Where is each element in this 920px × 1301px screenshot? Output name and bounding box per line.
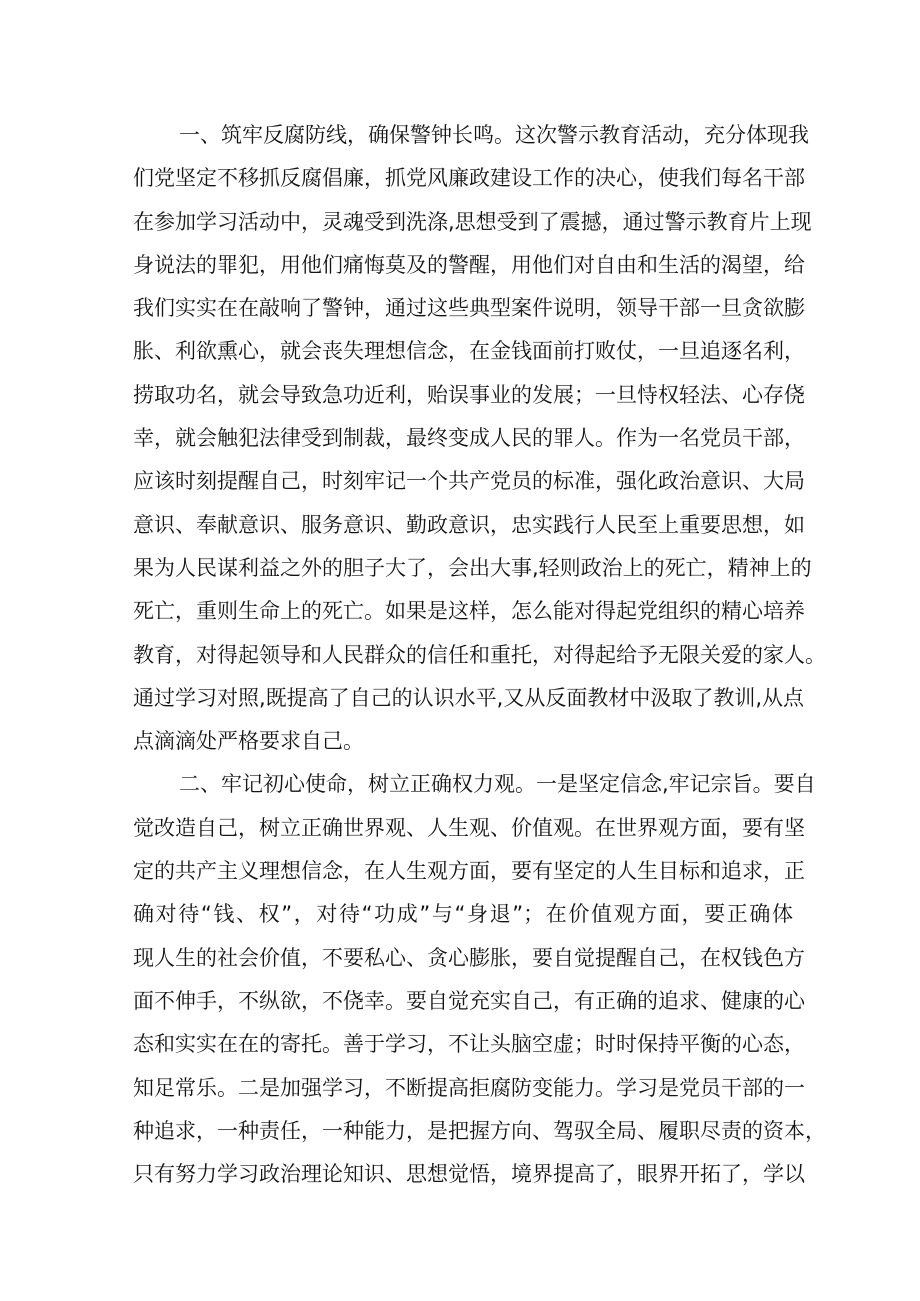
text-line: 觉改造自己，树立正确世界观、人生观、价值观。在世界观方面，要有坚	[133, 815, 805, 840]
text-line: 在参加学习活动中，灵魂受到洗涤,思想受到了震撼，通过警示教育片上现	[133, 209, 812, 234]
text-line: 只有努力学习政治理论知识、思想觉悟，境界提高了，眼界开拓了，学以	[133, 1162, 805, 1187]
text-line: 面不伸手，不纵欲，不侥幸。要自觉充实自己，有正确的追求、健康的心	[133, 988, 805, 1013]
text-line: 果为人民谋利益之外的胆子大了，会出大事,轻则政治上的死亡，精神上的	[133, 555, 812, 580]
paragraph-first-line: 一、筑牢反腐防线，确保警钟长鸣。这次警示教育活动，充分体现我	[179, 123, 809, 147]
text-line: 意识、奉献意识、服务意识、勤政意识，忠实践行人民至上重要思想，如	[133, 512, 805, 537]
text-line: 确对待“钱、权”，对待“功成”与“身退”；在价值观方面，要正确体	[133, 902, 793, 927]
text-line: 通过学习对照,既提高了自己的认识水平,又从反面教材中汲取了教训,从点	[133, 685, 805, 710]
text-line: 我们实实在在敲响了警钟，通过这些典型案件说明，领导干部一旦贪欲膨	[133, 296, 805, 321]
paragraph-first-line: 二、牢记初心使命，树立正确权力观。一是坚定信念,牢记宗旨。要自	[179, 772, 816, 797]
text-line: 身说法的罪犯，用他们痛悔莫及的警醒，用他们对自由和生活的渴望，给	[133, 252, 805, 277]
text-line: 知足常乐。二是加强学习，不断提高拒腐防变能力。学习是党员干部的一	[133, 1075, 805, 1100]
text-line: 态和实实在在的寄托。善于学习，不让头脑空虚；时时保持平衡的心态，	[133, 1032, 805, 1057]
text-line: 定的共产主义理想信念，在人生观方面，要有坚定的人生目标和追求，正	[133, 859, 805, 884]
text-line: 点滴滴处严格要求自己。	[133, 729, 364, 754]
text-line: 教育，对得起领导和人民群众的信任和重托，对得起给予无限关爱的家人。	[133, 642, 826, 667]
text-line: 种追求，一种责任，一种能力，是把握方向、驾驭全局、履职尽责的资本，	[133, 1118, 826, 1143]
text-line: 幸，就会触犯法律受到制裁，最终变成人民的罪人。作为一名党员干部，	[133, 426, 805, 451]
text-line: 现人生的社会价值，不要私心、贪心膨胀，要自觉提醒自己，在权钱色方	[133, 945, 805, 970]
text-line: 死亡，重则生命上的死亡。如果是这样，怎么能对得起党组织的精心培养	[133, 599, 805, 624]
text-line: 们党坚定不移抓反腐倡廉，抓党风廉政建设工作的决心，使我们每名干部	[133, 166, 805, 191]
text-line: 捞取功名，就会导致急功近利，贻误事业的发展；一旦恃权轻法、心存侥	[133, 382, 805, 407]
text-line: 应该时刻提醒自己，时刻牢记一个共产党员的标准，强化政治意识、大局	[133, 469, 805, 494]
text-line: 胀、利欲熏心，就会丧失理想信念，在金钱面前打败仗，一旦追逐名利，	[133, 339, 805, 364]
body-text	[133, 114, 826, 1196]
